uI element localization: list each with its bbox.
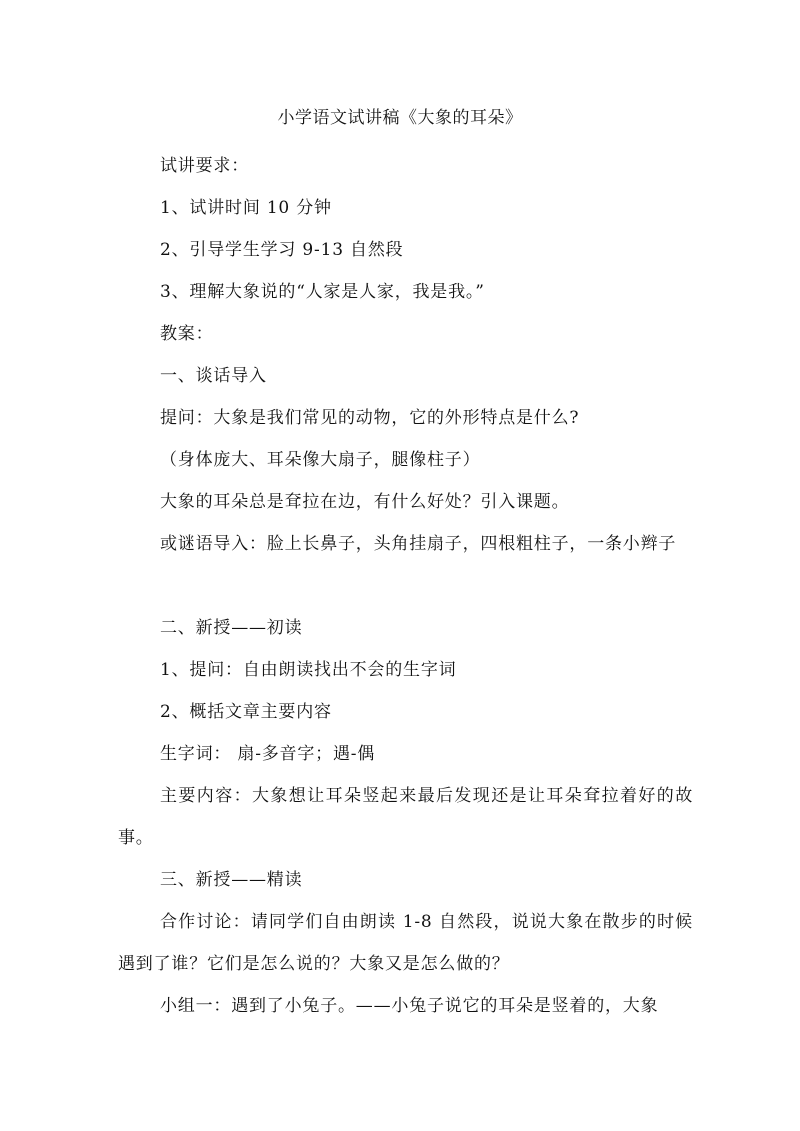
paragraph-step-1: 1、提问：自由朗读找出不会的生字词 (160, 660, 457, 680)
paragraph-question: 提问：大象是我们常见的动物，它的外形特点是什么? (160, 408, 580, 428)
paragraph-group-1: 小组一：遇到了小兔子。——小兔子说它的耳朵是竖着的，大象 (160, 996, 659, 1016)
paragraph-requirement-1: 1、试讲时间 10 分钟 (160, 198, 332, 218)
section-heading-first-reading: 二、新授——初读 (160, 618, 303, 638)
paragraph-main-content: 主要内容：大象想让耳朵竖起来最后发现还是让耳朵耷拉着好的故事。 (118, 786, 693, 848)
paragraph-vocabulary: 生字词： 扇-多音字；遇-偶 (160, 744, 376, 764)
document-title: 小学语文试讲稿《大象的耳朵》 (277, 108, 523, 128)
paragraph-lesson-plan-heading: 教案： (160, 324, 214, 344)
section-heading-close-reading: 三、新授——精读 (160, 870, 303, 890)
paragraph-riddle: 或谜语导入：脸上长鼻子，头角挂扇子，四根粗柱子，一条小辫子 (160, 534, 677, 554)
paragraph-requirement-2: 2、引导学生学习 9-13 自然段 (160, 240, 404, 260)
paragraph-answer: （身体庞大、耳朵像大扇子，腿像柱子） (160, 450, 481, 470)
paragraph-requirements-heading: 试讲要求： (160, 156, 249, 176)
paragraph-requirement-3: 3、理解大象说的“人家是人家，我是我。” (160, 282, 485, 302)
section-heading-intro: 一、谈话导入 (160, 366, 267, 386)
paragraph-step-2: 2、概括文章主要内容 (160, 702, 332, 722)
paragraph-discussion: 合作讨论：请同学们自由朗读 1-8 自然段，说说大象在散步的时候遇到了谁？它们是怎么说的？大象又是怎么做的？ (118, 912, 693, 974)
paragraph-ears-question: 大象的耳朵总是耷拉在边，有什么好处？引入课题。 (160, 492, 570, 512)
